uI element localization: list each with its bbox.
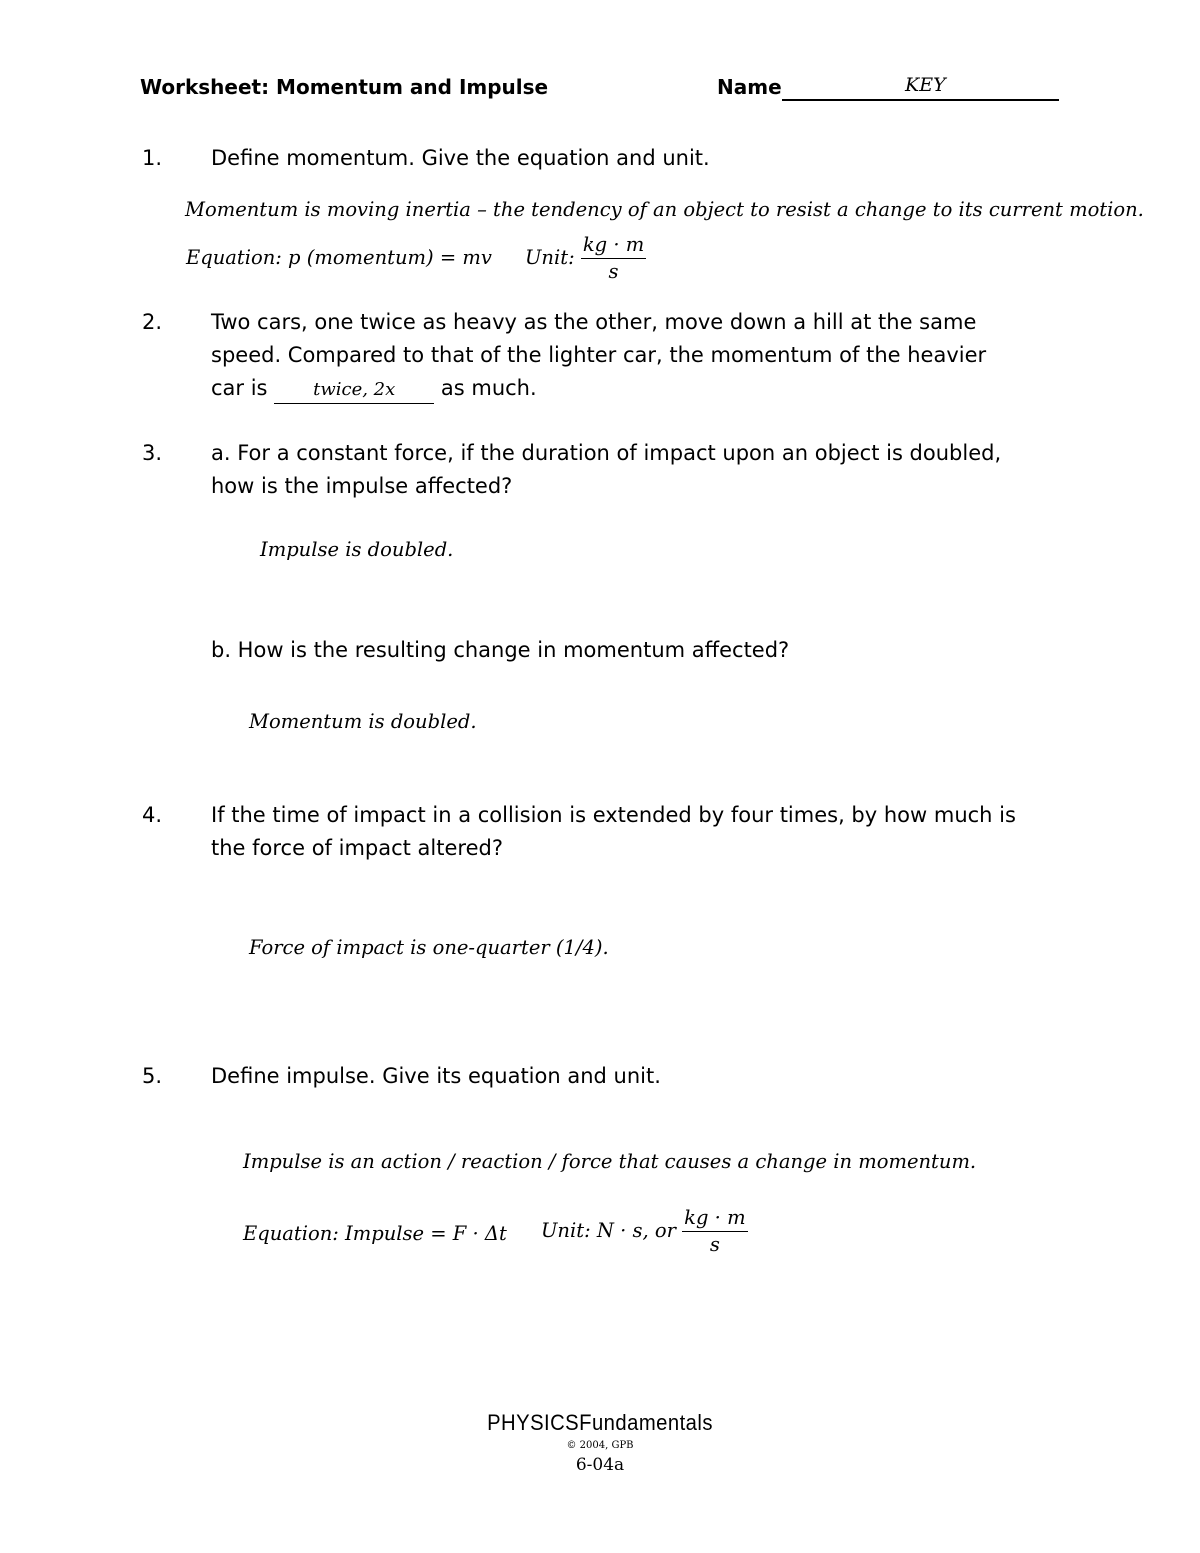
q1-answer: Momentum is moving inertia – the tendency of an object to resist a change to its current motion. (185, 198, 1144, 221)
q4-line2: the force of impact altered? (211, 836, 503, 860)
q2-line2: speed. Compared to that of the lighter car, the momentum of the heavier (211, 343, 987, 367)
q1-equation: Equation: p (momentum) = mv (186, 246, 492, 269)
q2-line3-before: car is (211, 376, 268, 400)
footer-copyright: © 2004, GPB (566, 1440, 634, 1451)
q5-answer: Impulse is an action / reaction / force that causes a change in momentum. (243, 1150, 977, 1173)
q3a-line1: a. For a constant force, if the duration of impact upon an object is doubled, (211, 441, 1002, 465)
q5-unit-denominator: s (709, 1233, 720, 1256)
footer (0, 1410, 1200, 1475)
q1-unit-label: Unit: (525, 246, 575, 269)
q3a-line2: how is the impulse affected? (211, 474, 513, 498)
q5-number: 5. (142, 1064, 163, 1088)
q1-unit (525, 234, 646, 283)
name-label: Name (717, 75, 782, 99)
q1-number: 1. (142, 146, 163, 170)
name-line (782, 99, 1059, 101)
q2-blank (274, 375, 434, 404)
q3b-answer: Momentum is doubled. (249, 710, 477, 733)
footer-page-number: 6-04a (575, 1455, 625, 1475)
q1-unit-fraction (581, 234, 646, 283)
q3a-answer: Impulse is doubled. (260, 538, 454, 561)
q1-unit-denominator: s (608, 260, 619, 283)
q2-line3 (211, 372, 537, 405)
q1-unit-numerator: kg · m (581, 234, 646, 259)
q3-number: 3. (142, 441, 163, 465)
q3b-question: b. How is the resulting change in momentum affected? (211, 638, 790, 662)
q2-line1: Two cars, one twice as heavy as the other, move down a hill at the same (211, 310, 977, 334)
q5-unit (541, 1207, 748, 1256)
q2-blank-answer: twice, 2x (313, 379, 396, 400)
q2-number: 2. (142, 310, 163, 334)
q4-line1: If the time of impact in a collision is extended by four times, by how much is (211, 803, 1016, 827)
q5-unit-label: Unit: N · s, or (541, 1219, 676, 1242)
q5-unit-fraction (682, 1207, 747, 1256)
q5-equation: Equation: Impulse = F · Δt (243, 1222, 507, 1245)
name-value: KEY (905, 74, 946, 96)
q4-number: 4. (142, 803, 163, 827)
q5-question: Define impulse. Give its equation and unit. (211, 1064, 661, 1088)
q4-answer: Force of impact is one-quarter (1/4). (249, 936, 609, 959)
footer-brand: PHYSICSFundamentals (487, 1410, 713, 1435)
q5-unit-numerator: kg · m (682, 1207, 747, 1232)
q1-question: Define momentum. Give the equation and unit. (211, 146, 710, 170)
q2-line3-after: as much. (440, 376, 537, 400)
page-title: Worksheet: Momentum and Impulse (140, 75, 549, 99)
